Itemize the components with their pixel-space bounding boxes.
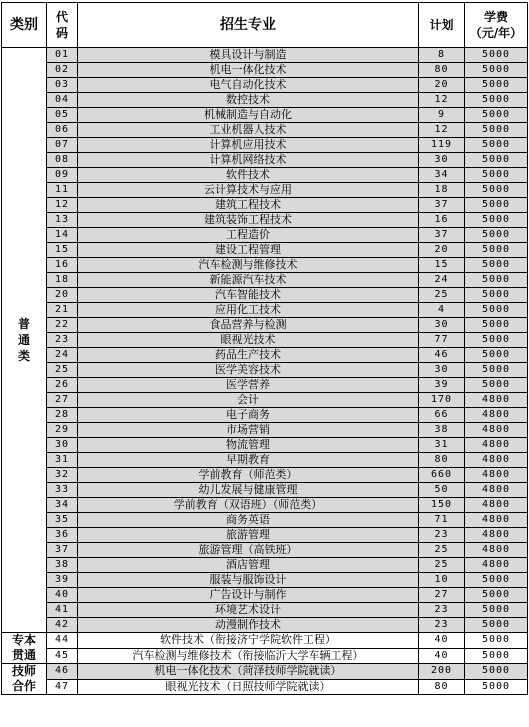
code-cell: 26 [47,378,78,393]
plan-cell: 50 [419,483,465,498]
code-cell: 08 [47,153,78,168]
code-cell: 11 [47,183,78,198]
major-cell: 电气自动化技术 [78,78,419,93]
major-cell: 学前教育（双语班）（师范类） [78,498,419,513]
major-cell: 工业机器人技术 [78,123,419,138]
major-cell: 动漫制作技术 [78,618,419,633]
table-row [2,228,528,243]
fee-cell: 5000 [465,664,528,680]
code-cell: 45 [47,648,78,664]
major-cell: 市场营销 [78,423,419,438]
table-row [2,363,528,378]
major-cell: 会计 [78,393,419,408]
table-body [2,48,528,695]
major-cell: 建筑工程技术 [78,198,419,213]
plan-cell: 46 [419,348,465,363]
plan-cell: 30 [419,363,465,378]
plan-cell: 38 [419,423,465,438]
fee-cell: 5000 [465,78,528,93]
plan-cell: 18 [419,183,465,198]
plan-cell: 24 [419,273,465,288]
plan-cell: 119 [419,138,465,153]
code-cell: 06 [47,123,78,138]
major-cell: 早期教育 [78,453,419,468]
plan-cell: 10 [419,573,465,588]
major-cell: 学前教育（师范类） [78,468,419,483]
table-row [2,378,528,393]
code-cell: 05 [47,108,78,123]
plan-cell: 39 [419,378,465,393]
fee-cell: 4800 [465,513,528,528]
fee-cell: 5000 [465,318,528,333]
plan-cell: 31 [419,438,465,453]
code-cell: 15 [47,243,78,258]
table-row [2,468,528,483]
major-cell: 计算机网络技术 [78,153,419,168]
table-row [2,303,528,318]
plan-cell: 25 [419,543,465,558]
major-cell: 汽车检测与维修技术 [78,258,419,273]
code-cell: 12 [47,198,78,213]
fee-cell: 5000 [465,108,528,123]
table-row [2,93,528,108]
plan-cell: 9 [419,108,465,123]
fee-cell: 4800 [465,498,528,513]
major-cell: 食品营养与检测 [78,318,419,333]
fee-cell: 5000 [465,288,528,303]
header-fee: 学费 （元/年） [465,3,528,48]
plan-cell: 66 [419,408,465,423]
code-cell: 41 [47,603,78,618]
fee-cell: 5000 [465,378,528,393]
table-row [2,138,528,153]
fee-cell: 5000 [465,679,528,695]
plan-cell: 23 [419,603,465,618]
fee-cell: 4800 [465,558,528,573]
plan-cell: 34 [419,168,465,183]
major-cell: 广告设计与制作 [78,588,419,603]
table-row [2,393,528,408]
fee-cell: 5000 [465,138,528,153]
code-cell: 03 [47,78,78,93]
table-row [2,198,528,213]
table-row [2,498,528,513]
code-cell: 32 [47,468,78,483]
table-row [2,348,528,363]
plan-cell: 80 [419,63,465,78]
code-cell: 22 [47,318,78,333]
major-cell: 新能源汽车技术 [78,273,419,288]
major-cell: 物流管理 [78,438,419,453]
fee-cell: 5000 [465,63,528,78]
table-row [2,258,528,273]
table-row [2,588,528,603]
header-category: 类别 [2,3,47,48]
table-row [2,543,528,558]
fee-cell: 5000 [465,243,528,258]
fee-cell: 4800 [465,453,528,468]
plan-cell: 80 [419,453,465,468]
header-code: 代 码 [47,3,78,48]
major-cell: 软件技术（衔接济宁学院软件工程） [78,633,419,649]
code-cell: 01 [47,48,78,63]
plan-cell: 37 [419,228,465,243]
table-row [2,48,528,63]
code-cell: 36 [47,528,78,543]
table-row [2,679,528,695]
major-cell: 汽车智能技术 [78,288,419,303]
fee-cell: 5000 [465,303,528,318]
major-cell: 旅游管理（高铁班） [78,543,419,558]
plan-cell: 200 [419,664,465,680]
table-row [2,633,528,649]
fee-cell: 4800 [465,468,528,483]
major-cell: 云计算技术与应用 [78,183,419,198]
table-row [2,108,528,123]
code-cell: 13 [47,213,78,228]
code-cell: 38 [47,558,78,573]
major-cell: 计算机应用技术 [78,138,419,153]
code-cell: 34 [47,498,78,513]
header-major: 招生专业 [78,3,419,48]
code-cell: 30 [47,438,78,453]
plan-cell: 30 [419,318,465,333]
table-row [2,213,528,228]
fee-cell: 5000 [465,198,528,213]
fee-cell: 5000 [465,348,528,363]
fee-cell: 4800 [465,408,528,423]
code-cell: 16 [47,258,78,273]
table-row [2,183,528,198]
major-cell: 建筑装饰工程技术 [78,213,419,228]
fee-cell: 5000 [465,93,528,108]
fee-cell: 5000 [465,258,528,273]
code-cell: 07 [47,138,78,153]
major-cell: 机电一体化技术（菏泽技师学院就读） [78,664,419,680]
fee-cell: 5000 [465,648,528,664]
plan-cell: 40 [419,648,465,664]
fee-cell: 5000 [465,618,528,633]
major-cell: 商务英语 [78,513,419,528]
code-cell: 39 [47,573,78,588]
major-cell: 建设工程管理 [78,243,419,258]
code-cell: 25 [47,363,78,378]
fee-cell: 5000 [465,573,528,588]
table-row [2,528,528,543]
plan-cell: 30 [419,153,465,168]
category-cell: 普 通 类 [2,48,47,633]
table-row [2,423,528,438]
table-row [2,318,528,333]
major-cell: 医学营养 [78,378,419,393]
major-cell: 眼视光技术（日照技师学院就读） [78,679,419,695]
plan-cell: 20 [419,78,465,93]
plan-cell: 77 [419,333,465,348]
table-row [2,63,528,78]
fee-cell: 5000 [465,588,528,603]
code-cell: 28 [47,408,78,423]
code-cell: 21 [47,303,78,318]
fee-cell: 4800 [465,528,528,543]
plan-cell: 150 [419,498,465,513]
fee-cell: 4800 [465,393,528,408]
major-cell: 模具设计与制造 [78,48,419,63]
table-row [2,603,528,618]
code-cell: 33 [47,483,78,498]
fee-cell: 5000 [465,363,528,378]
code-cell: 14 [47,228,78,243]
plan-cell: 12 [419,123,465,138]
table-row [2,513,528,528]
major-cell: 电子商务 [78,408,419,423]
header-plan: 计划 [419,3,465,48]
table-row [2,438,528,453]
code-cell: 29 [47,423,78,438]
table-row [2,243,528,258]
fee-cell: 5000 [465,183,528,198]
code-cell: 27 [47,393,78,408]
major-cell: 应用化工技术 [78,303,419,318]
fee-cell: 5000 [465,48,528,63]
code-cell: 37 [47,543,78,558]
code-cell: 47 [47,679,78,695]
table-row [2,78,528,93]
fee-cell: 5000 [465,153,528,168]
table-row [2,273,528,288]
major-cell: 机械制造与自动化 [78,108,419,123]
fee-cell: 5000 [465,213,528,228]
major-cell: 机电一体化技术 [78,63,419,78]
fee-cell: 4800 [465,438,528,453]
major-cell: 眼视光技术 [78,333,419,348]
major-cell: 医学美容技术 [78,363,419,378]
code-cell: 40 [47,588,78,603]
plan-cell: 660 [419,468,465,483]
fee-cell: 4800 [465,543,528,558]
code-cell: 42 [47,618,78,633]
major-cell: 服装与服饰设计 [78,573,419,588]
code-cell: 31 [47,453,78,468]
fee-cell: 4800 [465,423,528,438]
table-row [2,123,528,138]
fee-cell: 4800 [465,483,528,498]
category-cell: 技师 合作 [2,664,47,695]
code-cell: 46 [47,664,78,680]
table-row [2,483,528,498]
fee-cell: 5000 [465,333,528,348]
table-row [2,453,528,468]
plan-cell: 8 [419,48,465,63]
plan-cell: 25 [419,558,465,573]
table-row [2,288,528,303]
plan-cell: 40 [419,633,465,649]
code-cell: 04 [47,93,78,108]
major-cell: 汽车检测与维修技术（衔接临沂大学车辆工程） [78,648,419,664]
code-cell: 18 [47,273,78,288]
fee-cell: 5000 [465,633,528,649]
fee-cell: 5000 [465,228,528,243]
category-cell: 专本 贯通 [2,633,47,664]
plan-cell: 37 [419,198,465,213]
plan-cell: 23 [419,618,465,633]
code-cell: 20 [47,288,78,303]
table-row [2,168,528,183]
enrollment-table [1,2,528,695]
major-cell: 工程造价 [78,228,419,243]
plan-cell: 12 [419,93,465,108]
plan-cell: 170 [419,393,465,408]
table-header-row [2,3,528,48]
major-cell: 软件技术 [78,168,419,183]
plan-cell: 25 [419,288,465,303]
major-cell: 旅游管理 [78,528,419,543]
plan-cell: 80 [419,679,465,695]
table-row [2,648,528,664]
plan-cell: 27 [419,588,465,603]
plan-cell: 71 [419,513,465,528]
plan-cell: 15 [419,258,465,273]
plan-cell: 16 [419,213,465,228]
table-row [2,558,528,573]
table-row [2,618,528,633]
code-cell: 24 [47,348,78,363]
table-row [2,664,528,680]
plan-cell: 4 [419,303,465,318]
major-cell: 幼儿发展与健康管理 [78,483,419,498]
major-cell: 药品生产技术 [78,348,419,363]
table-row [2,573,528,588]
plan-cell: 20 [419,243,465,258]
code-cell: 02 [47,63,78,78]
code-cell: 09 [47,168,78,183]
fee-cell: 5000 [465,123,528,138]
code-cell: 35 [47,513,78,528]
table-row [2,153,528,168]
fee-cell: 5000 [465,168,528,183]
code-cell: 44 [47,633,78,649]
fee-cell: 5000 [465,273,528,288]
table-row [2,408,528,423]
major-cell: 数控技术 [78,93,419,108]
plan-cell: 23 [419,528,465,543]
major-cell: 酒店管理 [78,558,419,573]
table-row [2,333,528,348]
code-cell: 23 [47,333,78,348]
fee-cell: 5000 [465,603,528,618]
major-cell: 环境艺术设计 [78,603,419,618]
